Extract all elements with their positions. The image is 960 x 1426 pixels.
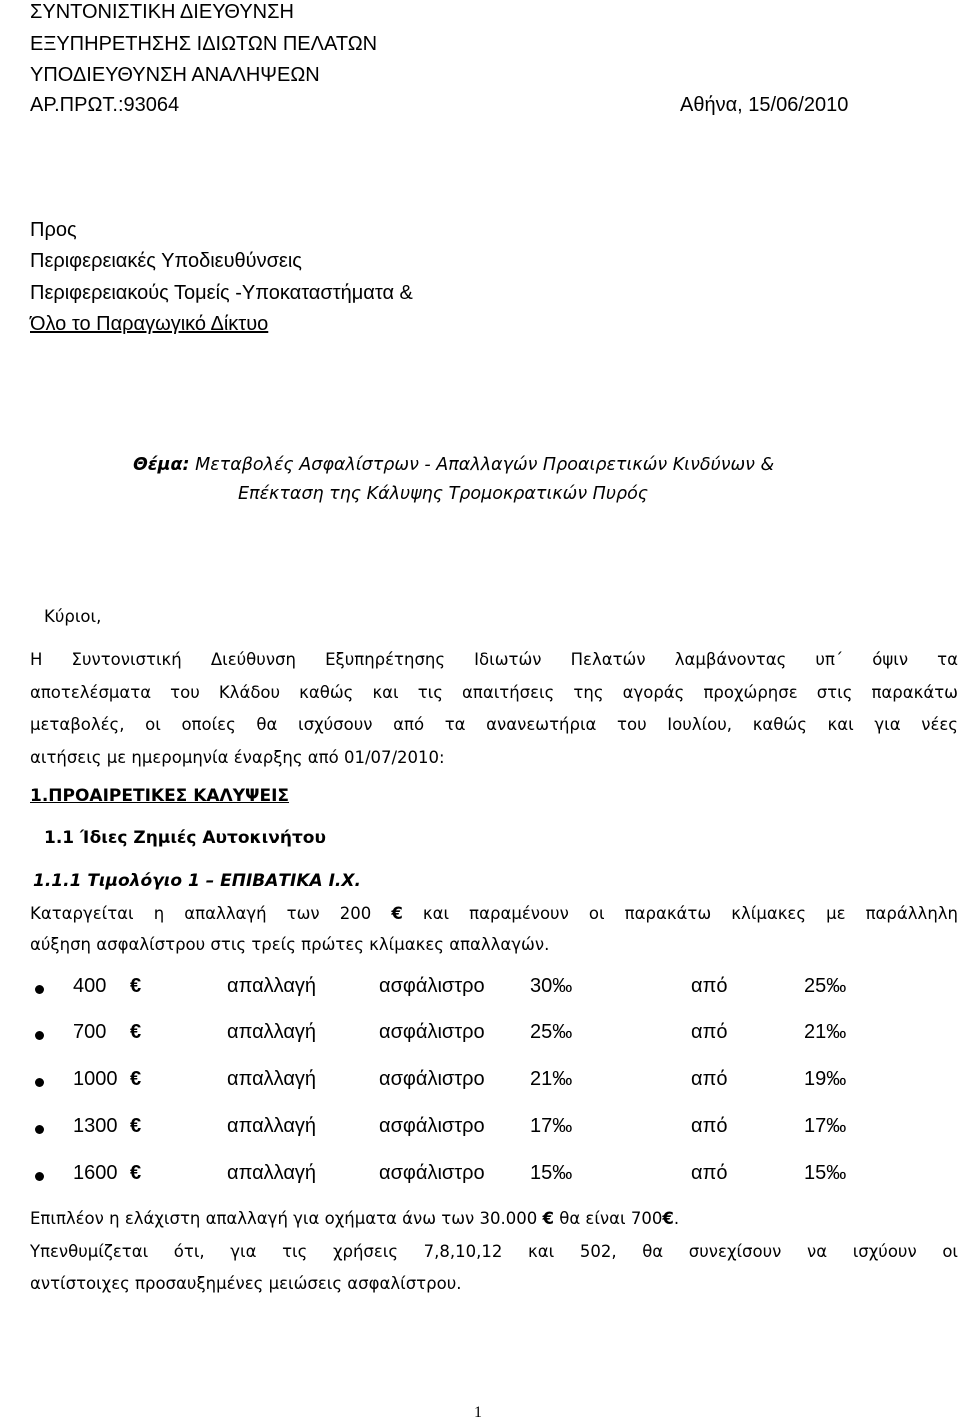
from-word: από [691,1021,728,1043]
letter-date: Αθήνα, 15/06/2010 [680,94,849,116]
bullet-icon [35,1078,44,1087]
deductible-word: απαλλαγή [227,1068,317,1090]
deductible-row [30,1068,930,1098]
euro-sign: € [130,1162,142,1184]
paragraph-1-line-3: μεταβολές, οι οποίες θα ισχύσουν από τα ανανεωτήρια του Ιουλίου, καθώς και για νέες [30,715,958,734]
new-rate: 25‰ [530,1021,573,1043]
paragraph-1-line-4: αιτήσεις με ημερομηνία έναρξης από 01/07/2010: [30,748,445,767]
paragraph-1-line-1: Η Συντονιστική Διεύθυνση Εξυπηρέτησης Ιδιωτών Πελατών λαμβάνοντας υπ΄ όψιν τα [30,650,958,669]
new-rate: 30‰ [530,975,573,997]
premium-word: ασφάλιστρο [379,1115,485,1137]
section-heading-1: 1.ΠΡΟΑΙΡΕΤΙΚΕΣ ΚΑΛΥΨΕΙΣ [30,786,290,806]
section-heading-1-1-1: 1.1.1 Τιμολόγιο 1 – ΕΠΙΒΑΤΙΚΑ Ι.Χ. [33,871,361,891]
premium-word: ασφάλιστρο [379,1068,485,1090]
from-word: από [691,1068,728,1090]
deductible-amount: 400 [73,975,107,997]
new-rate: 15‰ [530,1162,573,1184]
bullet-icon [35,1172,44,1181]
subject-line-1 [133,455,774,475]
paragraph-2-text-a: Καταργείται η απαλλαγή των 200 [30,904,372,923]
paragraph-2-line-2: αύξηση ασφαλίστρου στις τρείς πρώτες κλίμακες απαλλαγών. [30,935,550,954]
euro-sign: € [542,1209,554,1228]
old-rate: 19‰ [804,1068,847,1090]
subject-line-2: Επέκταση της Κάλυψης Τρομοκρατικών Πυρός [238,484,649,504]
old-rate: 15‰ [804,1162,847,1184]
from-word: από [691,1115,728,1137]
deductible-row [30,1162,930,1192]
premium-word: ασφάλιστρο [379,975,485,997]
deductible-word: απαλλαγή [227,1162,317,1184]
from-word: από [691,975,728,997]
euro-sign: € [391,904,403,923]
from-word: από [691,1162,728,1184]
department-line-2: ΕΞΥΠΗΡΕΤΗΣΗΣ ΙΔΙΩΤΩΝ ΠΕΛΑΤΩΝ [30,33,378,55]
paragraph-4-line-1: Υπενθυμίζεται ότι, για τις χρήσεις 7,8,10,12 και 502, θα συνεχίσουν να ισχύουν οι [30,1242,958,1261]
deductible-word: απαλλαγή [227,1115,317,1137]
paragraph-3-text-b: θα είναι 700 [559,1209,663,1228]
deductible-amount: 1300 [73,1115,118,1137]
recipients-to: Προς [30,219,77,241]
deductible-row [30,1021,930,1051]
page-number: 1 [474,1404,482,1421]
deductible-word: απαλλαγή [227,1021,317,1043]
bullet-icon [35,1031,44,1040]
subject-label: Θέμα: [133,455,190,475]
deductible-amount: 700 [73,1021,107,1043]
recipient-2: Περιφερειακούς Τομείς -Υποκαταστήματα & [30,282,413,304]
paragraph-3: Επιπλέον η ελάχιστη απαλλαγή για οχήματα άνω των 30.000 € θα είναι 700€. [30,1209,680,1228]
paragraph-4-line-2: αντίστοιχες προσαυξημένες μειώσεις ασφαλίστρου. [30,1274,462,1293]
old-rate: 17‰ [804,1115,847,1137]
recipient-3: Όλο το Παραγωγικό Δίκτυο [30,313,269,335]
euro-sign: € [130,1021,142,1043]
subject-text-1: Μεταβολές Ασφαλίστρων - Απαλλαγών Προαιρετικών Κινδύνων & [195,455,775,475]
greeting: Κύριοι, [44,607,102,626]
old-rate: 21‰ [804,1021,847,1043]
euro-sign: € [130,1068,142,1090]
deductible-amount: 1600 [73,1162,118,1184]
department-line-1: ΣΥΝΤΟΝΙΣΤΙΚΗ ΔΙΕΥΘΥΝΣΗ [30,1,294,23]
recipient-1: Περιφερειακές Υποδιευθύνσεις [30,250,302,272]
section-heading-1-1: 1.1 Ίδιες Ζημιές Αυτοκινήτου [44,828,326,848]
deductible-row [30,975,930,1005]
protocol-number: ΑΡ.ΠΡΩΤ.:93064 [30,94,180,116]
new-rate: 21‰ [530,1068,573,1090]
deductible-amount: 1000 [73,1068,118,1090]
bullet-icon [35,985,44,994]
euro-sign: € [130,975,142,997]
deductible-word: απαλλαγή [227,975,317,997]
bullet-icon [35,1125,44,1134]
deductible-row [30,1115,930,1145]
premium-word: ασφάλιστρο [379,1021,485,1043]
euro-sign: € [130,1115,142,1137]
paragraph-1-line-2: αποτελέσματα του Κλάδου καθώς και τις απαιτήσεις της αγοράς προχώρησε στις παρακάτω [30,683,958,702]
department-line-3: ΥΠΟΔΙΕΥΘΥΝΣΗ ΑΝΑΛΗΨΕΩΝ [30,64,320,86]
paragraph-3-text-a: Επιπλέον η ελάχιστη απαλλαγή για οχήματα άνω των 30.000 [30,1209,538,1228]
paragraph-2-line-1 [30,904,958,923]
new-rate: 17‰ [530,1115,573,1137]
premium-word: ασφάλιστρο [379,1162,485,1184]
euro-sign: € [662,1209,674,1228]
old-rate: 25‰ [804,975,847,997]
paragraph-2-text-b: και παραμένουν οι παρακάτω κλίμακες με παράλληλη [422,904,958,923]
